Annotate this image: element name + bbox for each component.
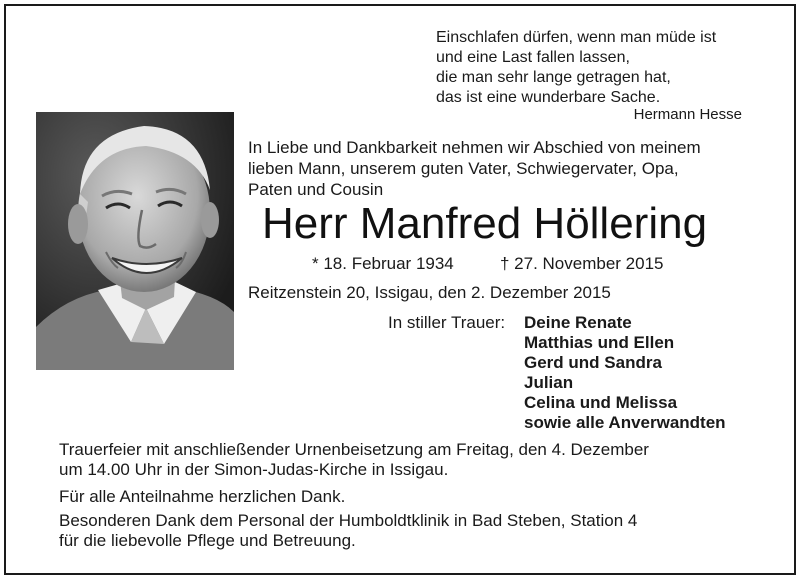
birth-date: * 18. Februar 1934 — [312, 254, 454, 273]
poem-line: und eine Last fallen lassen, — [436, 49, 630, 66]
deceased-name: Herr Manfred Höllering — [262, 199, 708, 248]
intro-line: In Liebe und Dankbarkeit nehmen wir Abschied von meinem — [248, 138, 701, 157]
funeral-info — [59, 440, 649, 480]
poem-line: die man sehr lange getragen hat, — [436, 69, 671, 86]
intro-text — [248, 137, 701, 200]
special-thanks — [59, 511, 637, 551]
funeral-line: um 14.00 Uhr in der Simon-Judas-Kirche in Issigau. — [59, 460, 449, 479]
mourning-label: In stiller Trauer: — [388, 313, 506, 332]
poem-line: das ist eine wunderbare Sache. — [436, 89, 661, 106]
place-date: Reitzenstein 20, Issigau, den 2. Dezember 2015 — [248, 283, 611, 302]
mourners-list — [524, 313, 726, 433]
mourner-name: sowie alle Anverwandten — [524, 413, 726, 432]
special-thanks-line: für die liebevolle Pflege und Betreuung. — [59, 531, 356, 550]
portrait-photo — [36, 112, 234, 370]
mourner-name: Matthias und Ellen — [524, 333, 675, 352]
mourner-name: Gerd und Sandra — [524, 353, 662, 372]
intro-line: Paten und Cousin — [248, 180, 384, 199]
mourner-name: Celina und Melissa — [524, 393, 678, 412]
death-date: † 27. November 2015 — [500, 254, 664, 273]
poem-author: Hermann Hesse — [633, 106, 742, 123]
intro-line: lieben Mann, unserem guten Vater, Schwiegervater, Opa, — [248, 159, 679, 178]
mourner-name: Deine Renate — [524, 313, 632, 332]
funeral-line: Trauerfeier mit anschließender Urnenbeisetzung am Freitag, den 4. Dezember — [59, 440, 649, 459]
mourner-name: Julian — [524, 373, 574, 392]
thanks-text: Für alle Anteilnahme herzlichen Dank. — [59, 487, 346, 506]
poem-line: Einschlafen dürfen, wenn man müde ist — [436, 29, 717, 46]
special-thanks-line: Besonderen Dank dem Personal der Humboldtklinik in Bad Steben, Station 4 — [59, 511, 638, 530]
poem — [436, 28, 716, 108]
